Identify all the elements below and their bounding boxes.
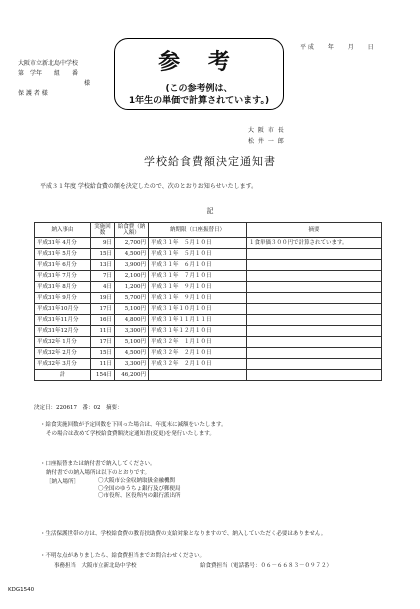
table-cell: 平成３１年 ９月１０日 (149, 282, 247, 293)
table-row (35, 348, 382, 359)
reference-notice-box (114, 38, 284, 110)
table-cell: １食単価３００円で計算されています。 (247, 238, 382, 249)
table-total-row (35, 370, 382, 381)
table-cell: 平成32年 1月分 (35, 337, 91, 348)
location-item: 〇大阪市公金収納取扱金融機関 (98, 478, 176, 484)
note-2a: ・口座振替または納付書で納入してください。 (40, 461, 156, 467)
table-cell: 平成３１年 ６月１０日 (149, 260, 247, 271)
table-cell: 5,700円 (115, 293, 149, 304)
table-cell: 平成31年 6月分 (35, 260, 91, 271)
table-row (35, 359, 382, 370)
table-cell: 平成31年 8月分 (35, 282, 91, 293)
table-cell: 15日 (91, 348, 115, 359)
table-cell (247, 260, 382, 271)
table-cell: 4,800円 (115, 315, 149, 326)
table-cell: 11日 (91, 326, 115, 337)
table-cell: 17日 (91, 304, 115, 315)
table-cell: 平成31年 7月分 (35, 271, 91, 282)
note-4: ・不明な点がありましたら、給食費担当までお問合わせください。 (40, 553, 206, 559)
location-label: ［納入場所］ (46, 479, 80, 485)
issuer-name: 松 井 一 郎 (248, 138, 285, 145)
table-cell (149, 370, 247, 381)
table-cell: 平成31年 4月分 (35, 238, 91, 249)
decision-line: 決定日：220617 番：02 摘要： (34, 405, 123, 411)
table-row (35, 315, 382, 326)
table-cell: 1,200円 (115, 282, 149, 293)
ki-heading: 記 (206, 207, 214, 215)
table-cell: 16日 (91, 315, 115, 326)
guardian-label: 保 護 者 様 (18, 90, 48, 97)
table-row (35, 326, 382, 337)
table-cell (247, 337, 382, 348)
table-cell: 17日 (91, 337, 115, 348)
table-cell: 平成３１年１１月１１日 (149, 315, 247, 326)
table-cell (247, 326, 382, 337)
date-field: 平 成 年 月 日 (300, 44, 374, 51)
total-count: 154日 (91, 370, 115, 381)
table-cell: 平成３１年 ５月１０日 (149, 238, 247, 249)
table-cell: 13日 (91, 260, 115, 271)
table-cell (247, 271, 382, 282)
table-cell (247, 304, 382, 315)
reference-note (115, 83, 283, 107)
table-cell: 平成３２年 ２月１０日 (149, 359, 247, 370)
col-header: 納期限（口座振替日） (149, 223, 247, 238)
table-cell: 5,100円 (115, 337, 149, 348)
table-cell: 平成32年 3月分 (35, 359, 91, 370)
table-row (35, 271, 382, 282)
fee-table (34, 222, 382, 381)
intro-text: 平成３１年度 学校給食費の額を決定したので、次のとおりお知らせいたします。 (40, 183, 258, 190)
reference-title: 参 考 (158, 50, 240, 75)
table-cell: 平成31年 9月分 (35, 293, 91, 304)
note-3: ・生活保護世帯の方は、学校給食費の教育扶助費の支給対象となりますので、納入していただく必要はありません。 (40, 531, 327, 537)
table-cell: 平成31年11月分 (35, 315, 91, 326)
table-cell (247, 293, 382, 304)
table-cell: 平成３１年１２月１０日 (149, 326, 247, 337)
table-cell: 平成31年12月分 (35, 326, 91, 337)
col-header: 摘要 (247, 223, 382, 238)
location-item: 〇市役所、区役所内の銀行派出所 (98, 493, 181, 499)
table-row (35, 304, 382, 315)
table-cell: 19日 (91, 293, 115, 304)
table-cell (247, 249, 382, 260)
table-cell: 5,100円 (115, 304, 149, 315)
table-row (35, 293, 382, 304)
table-cell: 3,300円 (115, 326, 149, 337)
col-header: 実施回数 (91, 223, 115, 238)
table-cell: 3,300円 (115, 359, 149, 370)
table-cell: 平成３１年 ７月１０日 (149, 271, 247, 282)
table-cell: 平成32年 2月分 (35, 348, 91, 359)
total-amount: 46,200円 (115, 370, 149, 381)
table-cell: 平成３１年 ９月１０日 (149, 293, 247, 304)
table-cell: 平成３２年 １月１０日 (149, 337, 247, 348)
recipient-suffix: 様 (84, 80, 91, 87)
table-cell: 平成31年 5月分 (35, 249, 91, 260)
table-cell: 2,100円 (115, 271, 149, 282)
table-cell: 平成３１年 ５月１０日 (149, 249, 247, 260)
grade-line: 第 学年 組 番 (18, 70, 79, 77)
table-cell: 平成31年10月分 (35, 304, 91, 315)
table-header-row (35, 223, 382, 238)
table-cell: 2,700円 (115, 238, 149, 249)
table-cell: 9日 (91, 238, 115, 249)
table-row (35, 260, 382, 271)
table-row (35, 282, 382, 293)
table-cell: 平成３２年 ２月１０日 (149, 348, 247, 359)
reference-note-line2: 1年生の単価で計算されています。) (128, 96, 270, 106)
note-1a: ・給食実施回数が予定回数を下回った場合は、年度末に減額をいたします。 (40, 422, 227, 428)
table-cell: 7日 (91, 271, 115, 282)
table-cell: 4日 (91, 282, 115, 293)
table-row (35, 238, 382, 249)
total-label: 計 (35, 370, 91, 381)
table-cell: 平成３１年１０月１０日 (149, 304, 247, 315)
issuer-city: 大 阪 市 長 (248, 127, 285, 134)
school-name: 大阪市立新北島中学校 (18, 60, 79, 67)
table-cell: 3,900円 (115, 260, 149, 271)
footer-code: KDG1540 (8, 587, 35, 593)
location-list (98, 478, 185, 501)
table-cell: 15日 (91, 249, 115, 260)
table-row (35, 337, 382, 348)
col-header: 給食費（納入額） (115, 223, 149, 238)
table-cell (247, 359, 382, 370)
table-cell (247, 315, 382, 326)
document-title: 学校給食費額決定通知書 (144, 155, 276, 168)
table-cell: 11日 (91, 359, 115, 370)
col-header: 納入事由 (35, 223, 91, 238)
reference-note-line1: (この参考例は、 (165, 84, 233, 94)
table-cell (247, 370, 382, 381)
contact-office: 事務担当 大阪市立新北島中学校 (54, 563, 137, 569)
note-2b: 納付書での納入場所は以下のとおりです。 (46, 470, 151, 476)
table-cell: 4,500円 (115, 249, 149, 260)
location-item: 〇全国のゆうちょ銀行及び郵便局 (98, 485, 181, 492)
note-1b: その場合は改めて学校給食費額決定通知書(変更)を発行いたします。 (46, 431, 215, 437)
table-cell (247, 348, 382, 359)
contact-phone: 給食費担当（電話番号：０６－６６８３－０９７２） (200, 563, 333, 569)
table-cell: 4,500円 (115, 348, 149, 359)
table-row (35, 249, 382, 260)
table-cell (247, 282, 382, 293)
